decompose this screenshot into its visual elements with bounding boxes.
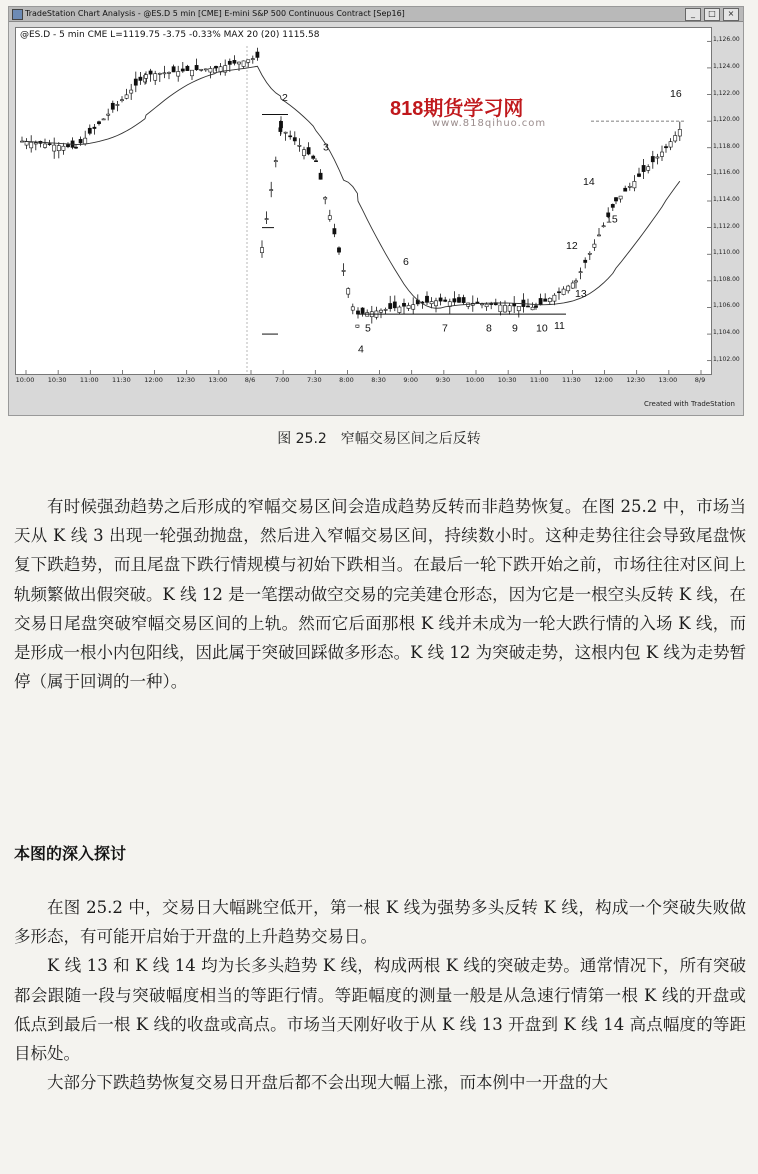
price-tick-label: 1,112.00 — [713, 222, 740, 230]
candle-body — [508, 306, 511, 311]
time-tick-label: 11:30 — [112, 376, 131, 384]
paragraph-2: 在图 25.2 中，交易日大幅跳空低开，第一根 K 线为强势多头反转 K 线，构成一个突破失败做多形态，有可能开启始于开盘的上升趋势交易日。 — [14, 898, 746, 947]
watermark-logo: 818期货学习网 — [390, 98, 524, 120]
candle-body — [347, 289, 350, 295]
candle-body — [195, 65, 198, 69]
candle-body — [125, 95, 128, 99]
candle-body — [111, 103, 114, 109]
candle-body — [430, 302, 433, 304]
candle-body — [209, 68, 212, 72]
candle-body — [434, 301, 437, 306]
price-tick-label: 1,114.00 — [713, 196, 740, 203]
candle-body — [186, 66, 189, 70]
candle-body — [412, 305, 415, 310]
time-tick-label: 7:00 — [274, 376, 290, 384]
candle-body — [30, 142, 33, 148]
candle-body — [402, 303, 405, 306]
candle-body — [439, 298, 442, 301]
candle-body — [190, 70, 193, 76]
candle-body — [293, 138, 296, 141]
candle-body — [664, 147, 667, 148]
candle-body — [499, 305, 502, 312]
symbol-info: @ES.D - 5 min CME L=1119.75 -3.75 -0.33% MAX 20 (20) 1115.58 — [20, 30, 320, 40]
candle-body — [312, 156, 315, 158]
window-controls — [685, 8, 739, 20]
candle-body — [531, 307, 534, 310]
candle-body — [333, 229, 336, 234]
time-tick-label: 12:30 — [626, 376, 646, 384]
candle-body — [62, 146, 65, 150]
candle-body — [284, 132, 287, 133]
candle-body — [637, 174, 640, 177]
candle-body — [389, 303, 392, 308]
time-tick-label: 9:00 — [403, 376, 419, 384]
chart-credit: Created with TradeStation — [643, 400, 735, 408]
candle-body — [588, 253, 591, 254]
candle-body — [270, 190, 273, 191]
candle-body — [172, 67, 175, 72]
candle-body — [656, 157, 659, 158]
candle-body — [154, 74, 157, 81]
candle-body — [633, 181, 636, 187]
section-heading: 本图的深入探讨 — [14, 844, 127, 863]
candle-body — [279, 128, 282, 132]
candle-body — [379, 310, 382, 312]
candle-body — [517, 306, 520, 310]
candle-body — [242, 61, 245, 67]
candle-body — [57, 146, 60, 151]
candle-body — [144, 75, 147, 79]
candle-body — [597, 235, 600, 236]
candle-body — [34, 143, 37, 144]
bar-label-4: 4 — [358, 343, 364, 356]
bar-label-14: 14 — [583, 176, 595, 189]
candle-body — [324, 198, 327, 199]
chart-window — [8, 6, 744, 416]
candle-body — [149, 71, 152, 74]
candle-body — [228, 61, 231, 64]
time-tick-label: 13:00 — [208, 376, 228, 384]
body-text-2 — [14, 893, 746, 1097]
candle-body — [74, 147, 77, 148]
candle-body — [48, 144, 51, 145]
time-tick-label: 12:00 — [144, 376, 163, 384]
bar-label-9: 9 — [512, 322, 518, 335]
candle-body — [251, 59, 254, 60]
candle-body — [548, 298, 551, 301]
candle-body — [319, 173, 322, 179]
bar-label-12: 12 — [566, 239, 578, 252]
time-tick-label: 10:30 — [47, 376, 67, 384]
maximize-button[interactable]: □ — [704, 8, 720, 21]
candle-body — [256, 52, 259, 57]
price-tick-label: 1,106.00 — [713, 302, 740, 310]
candle-body — [457, 297, 460, 302]
bar-label-13: 13 — [575, 287, 587, 300]
time-tick-label: 8:30 — [371, 376, 386, 384]
paragraph-3: K 线 13 和 K 线 14 均为长多头趋势 K 线，构成两根 K 线的突破走势。通常情况下，所有突破都会跟随一段与突破幅度相当的等距行情。等距幅度的测量一般是从急速行情第一根 K 线的开盘或低点到最后一根 K 线的收盘或高点。市场当天刚好收于从 K 线 13 开盘到 K 线 14 高点幅度的等距目标处。 — [14, 956, 746, 1064]
paragraph-4: 大部分下跌趋势恢复交易日开盘后都不会出现大幅上涨，而本例中一开盘的大 — [47, 1073, 608, 1093]
price-tick-label: 1,118.00 — [713, 142, 740, 150]
time-tick-label: 9:30 — [435, 376, 451, 384]
candle-body — [79, 139, 82, 143]
body-text-1 — [14, 492, 746, 696]
figure-caption: 图 25.2 窄幅交易区间之后反转 — [277, 431, 481, 447]
candle-body — [342, 270, 345, 271]
candle-body — [513, 304, 516, 306]
candle-body — [260, 248, 263, 253]
window-title: TradeStation Chart Analysis - @ES.D 5 min [CME] E-mini S&P 500 Continuous Contract [Sep16] — [25, 9, 405, 18]
candle-body — [158, 73, 161, 74]
candle-body — [539, 298, 542, 304]
candle-body — [204, 69, 207, 70]
candle-body — [302, 150, 305, 156]
candle-body — [571, 283, 574, 288]
bar-label-5: 5 — [365, 322, 371, 335]
price-chart — [16, 28, 711, 374]
candle-body — [279, 121, 282, 128]
time-tick-label: 10:30 — [497, 376, 517, 384]
time-tick-label: 10:00 — [465, 376, 485, 384]
candle-body — [480, 304, 483, 305]
candle-body — [247, 60, 250, 63]
candle-body — [553, 295, 556, 301]
candle-body — [134, 79, 137, 85]
candle-body — [233, 60, 236, 63]
paragraph-1: 有时候强劲趋势之后形成的窄幅交易区间会造成趋势反转而非趋势恢复。在图 25.2 中，市场当天从 K 线 3 出现一轮强劲抛盘，然后进入窄幅交易区间，持续数小时。这种走势往往会导致尾盘恢复下跌趋势，而且尾盘下跌行情规模与初始下跌相当。在最后一轮下跌开始之前，市场往往对区间上轨频繁做出假突破。K 线 12 是一笔摆动做空交易的完美建仓形态，因为它是一根空头反转 K 线，在交易日尾盘突破窄幅交易区间的上轨。然而它后面那根 K 线并未成为一轮大跌行情的入场 K 线，而是形成一根小内包阳线，因此属于突破回踩做多形态。K 线 12 为突破走势，这根内包 K 线为走势暂停（属于回调的一种）。 — [14, 497, 746, 692]
price-tick-label: 1,120.00 — [713, 116, 740, 124]
candle-body — [25, 142, 28, 145]
site-watermark — [390, 92, 560, 136]
time-tick-label: 8:00 — [339, 376, 354, 384]
close-button[interactable]: × — [723, 8, 739, 21]
time-tick-label: 11:00 — [79, 376, 99, 384]
time-tick-label: 11:00 — [529, 376, 549, 384]
candle-body — [453, 299, 456, 302]
time-tick-label: 12:30 — [176, 376, 196, 384]
candle-body — [526, 306, 529, 307]
candle-body — [660, 152, 663, 156]
price-axis — [713, 27, 741, 373]
candle-body — [393, 302, 396, 308]
price-tick-label: 1,108.00 — [713, 275, 740, 283]
candle-body — [181, 69, 184, 71]
candle-body — [619, 196, 622, 199]
time-tick-label: 13:00 — [658, 376, 678, 384]
candle-body — [43, 144, 46, 148]
bar-label-7: 7 — [442, 322, 448, 335]
time-axis — [15, 374, 710, 388]
watermark-url: www.818qihuo.com — [432, 118, 547, 129]
price-tick-label: 1,104.00 — [713, 329, 740, 337]
bar-label-10: 10 — [536, 322, 548, 335]
candle-body — [567, 286, 570, 291]
candle-body — [579, 272, 582, 273]
candle-body — [574, 281, 577, 282]
candle-body — [642, 165, 645, 171]
candle-body — [444, 300, 447, 301]
candle-body — [163, 73, 166, 74]
candle-body — [425, 296, 428, 302]
candle-body — [593, 244, 596, 247]
candle-body — [289, 136, 292, 137]
candle-body — [177, 72, 180, 77]
minimize-button[interactable]: _ — [685, 8, 701, 21]
candle-body — [102, 119, 105, 120]
time-tick-label: 11:30 — [562, 376, 581, 384]
candle-body — [678, 129, 681, 136]
bar-label-6: 6 — [403, 255, 409, 268]
candle-body — [628, 186, 631, 187]
candle-body — [88, 128, 91, 133]
bar-label-15: 15 — [606, 213, 618, 226]
candle-body — [274, 161, 277, 162]
price-tick-label: 1,122.00 — [713, 89, 740, 97]
candle-body — [139, 77, 142, 80]
candle-body — [562, 289, 565, 294]
candle-body — [651, 156, 654, 161]
candle-body — [534, 306, 537, 308]
candle-body — [485, 304, 488, 307]
candle-body — [614, 198, 617, 201]
window-titlebar[interactable] — [9, 7, 743, 22]
bar-label-11: 11 — [554, 319, 565, 332]
candle-body — [116, 104, 119, 105]
candle-body — [602, 226, 605, 227]
candle-body — [237, 62, 240, 64]
candle-body — [384, 309, 387, 310]
candle-body — [669, 142, 672, 147]
candle-body — [93, 127, 96, 128]
candle-body — [462, 297, 465, 302]
price-tick-label: 1,102.00 — [713, 355, 740, 363]
price-tick-label: 1,110.00 — [713, 249, 740, 257]
candle-body — [337, 248, 340, 252]
candle-body — [544, 299, 547, 301]
price-tick-label: 1,126.00 — [713, 36, 740, 44]
bar-label-2: 2 — [282, 92, 288, 105]
candle-body — [120, 100, 123, 101]
app-icon — [12, 9, 23, 20]
candle-body — [328, 216, 331, 220]
candle-body — [167, 72, 170, 73]
candle-body — [298, 145, 301, 146]
candle-body — [398, 307, 401, 313]
candle-body — [107, 114, 110, 115]
candle-body — [624, 188, 627, 191]
candle-body — [97, 122, 100, 124]
candle-body — [674, 136, 677, 141]
candle-body — [130, 90, 133, 93]
time-tick-label: 8/9 — [694, 376, 706, 384]
candle-body — [53, 145, 56, 151]
chart-plot-area[interactable] — [15, 27, 712, 375]
candle-body — [557, 292, 560, 293]
time-tick-label: 8/6 — [244, 376, 256, 384]
candle-body — [490, 304, 493, 305]
candle-body — [361, 308, 364, 313]
candle-body — [214, 66, 217, 68]
bar-label-16: 16 — [670, 88, 682, 101]
candle-body — [307, 148, 310, 155]
candle-body — [200, 69, 203, 70]
price-tick-label: 1,116.00 — [713, 169, 740, 177]
candle-body — [66, 144, 69, 146]
candle-body — [611, 204, 614, 207]
candle-body — [503, 305, 506, 312]
price-tick-label: 1,124.00 — [713, 62, 740, 70]
candle-body — [407, 305, 410, 308]
candle-body — [351, 307, 354, 310]
candle-body — [84, 138, 87, 144]
candle-body — [584, 260, 587, 262]
time-tick-label: 12:00 — [594, 376, 613, 384]
candle-body — [356, 325, 359, 327]
time-tick-label: 7:30 — [306, 376, 322, 384]
candle-body — [314, 161, 317, 162]
bar-label-8: 8 — [486, 322, 492, 335]
candle-body — [265, 219, 268, 220]
time-tick-label: 10:00 — [15, 376, 35, 384]
bar-label-3: 3 — [323, 141, 329, 154]
candle-body — [647, 167, 650, 171]
